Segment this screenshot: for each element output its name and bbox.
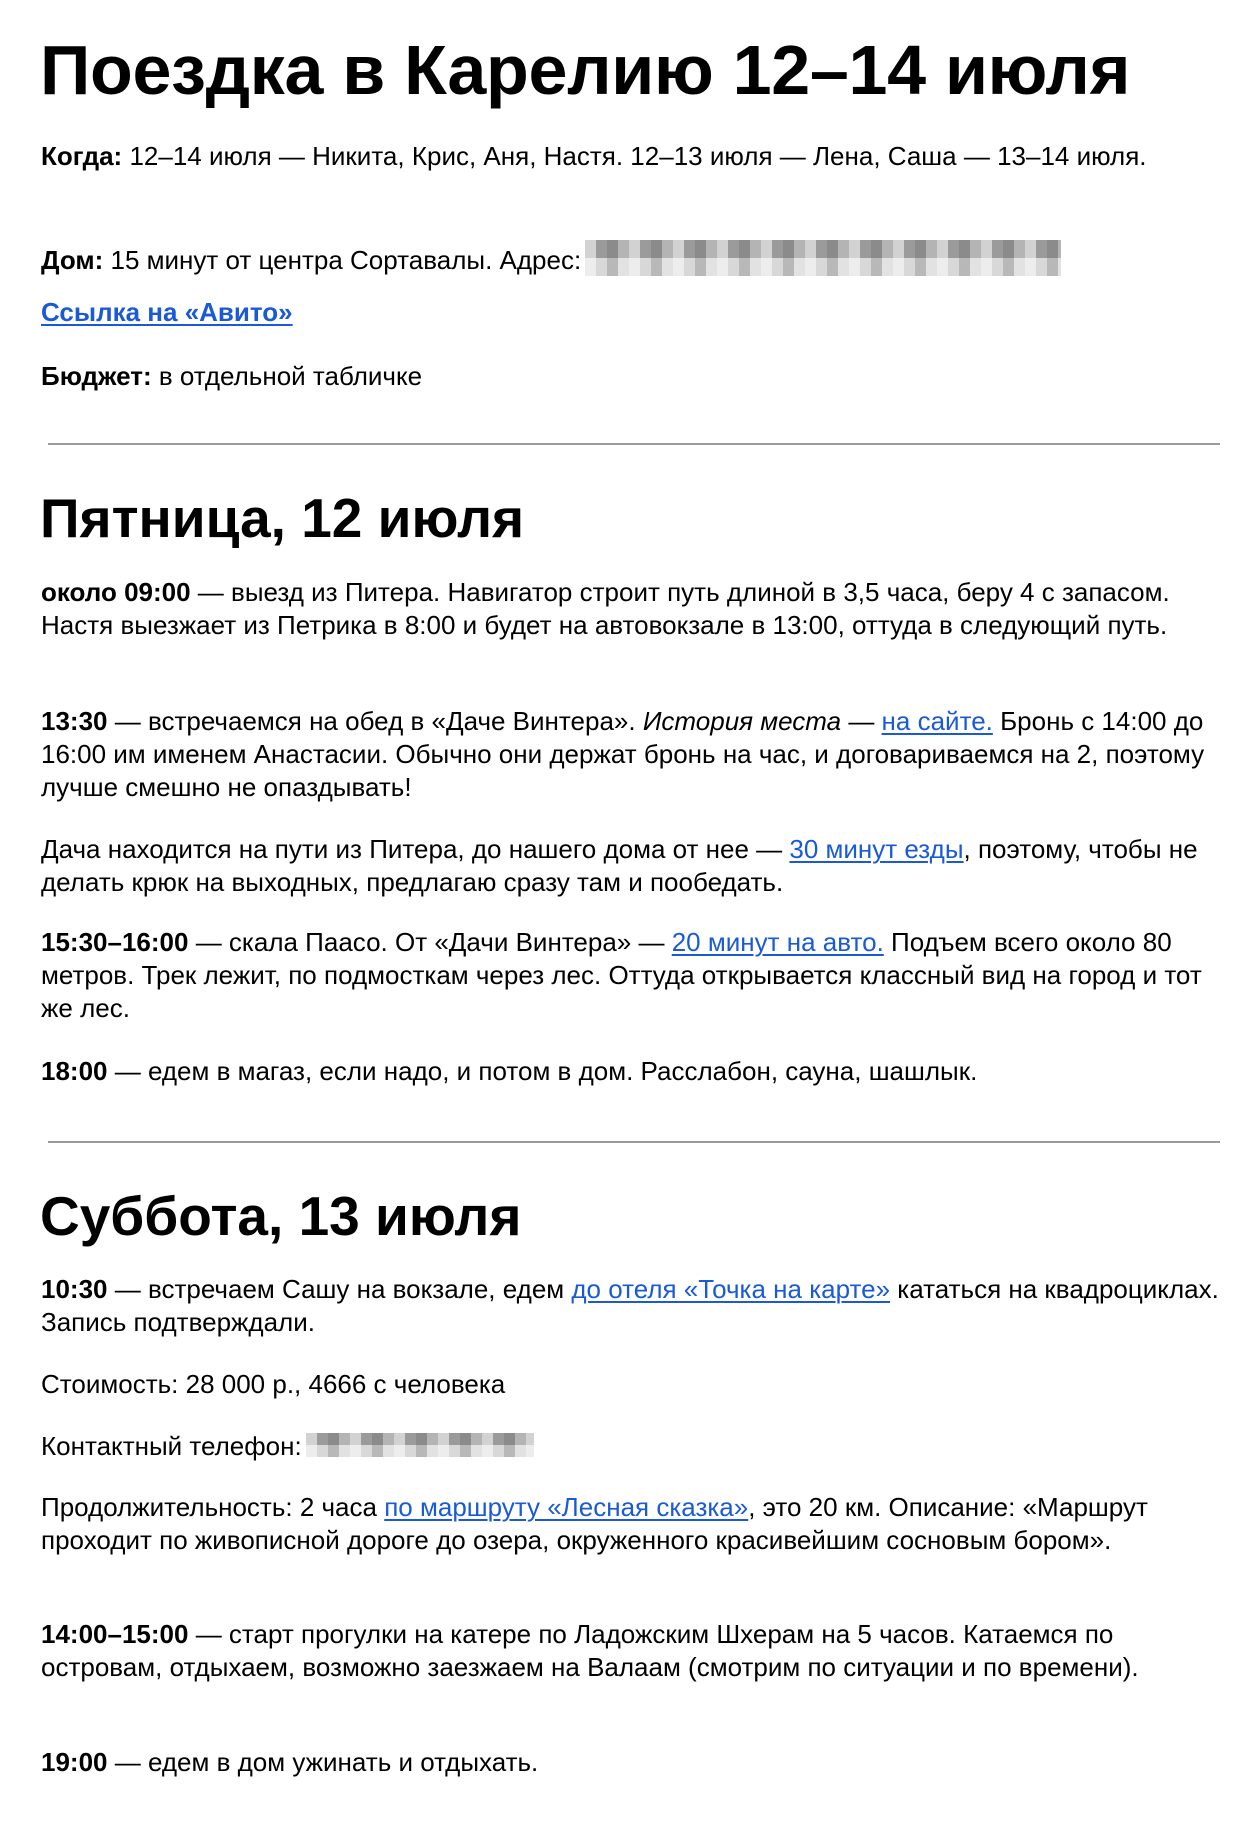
drive-30-min-link[interactable]: 30 минут езды [789,834,964,864]
when-text: 12–14 июля — Никита, Крис, Аня, Настя. 12–13 июля — Лена, Саша — 13–14 июля. [122,141,1147,171]
item-text: — едем в дом ужинать и отдыхать. [107,1747,539,1777]
item-text: Подъем всего около 80 метров. Трек лежит, по подмосткам через лес. Оттуда открывается классный вид на город и тот же лес. [41,927,1202,1023]
item-text: Продолжительность: 2 часа [41,1492,385,1522]
item-time: 18:00 [41,1056,108,1086]
item-text: Стоимость: 28 000 р., 4666 с человека [41,1369,506,1399]
item-text: , поэтому, чтобы не делать крюк на выходных, предлагаю сразу там и пообедать. [41,834,1198,897]
saturday-item-quads [41,1273,1226,1339]
item-time: 19:00 [41,1747,108,1777]
item-time: 14:00–15:00 [41,1619,189,1649]
budget-text: в отдельной табличке [151,361,423,391]
item-text: — едем в магаз, если надо, и потом в дом. Расслабон, сауна, шашлык. [107,1056,978,1086]
saturday-heading: Суббота, 13 июля [40,1185,522,1247]
friday-item-paaso [41,926,1226,1025]
friday-item-evening [41,1055,1226,1088]
item-italic-text: История места [642,706,842,736]
budget-label: Бюджет: [41,361,152,391]
item-text: — [841,706,882,736]
friday-heading: Пятница, 12 июля [40,487,525,549]
saturday-item-boat [41,1618,1226,1684]
house-paragraph [41,240,1226,277]
when-label: Когда: [41,141,123,171]
when-paragraph [41,140,1226,173]
friday-item-lunch [41,705,1226,804]
saturday-item-evening [41,1746,1226,1779]
item-text: — выезд из Питера. Навигатор строит путь длиной в 3,5 часа, беру 4 с запасом. Настя выезжает из Петрика в 8:00 и будет на автовокзале в 13:00, оттуда в следующий путь. [41,577,1170,640]
saturday-item-phone [41,1430,1226,1463]
drive-20-min-link[interactable]: 20 минут на авто. [671,927,884,957]
item-time: 10:30 [41,1274,108,1304]
saturday-item-duration [41,1491,1226,1557]
item-text: Бронь с 14:00 до 16:00 им именем Анастасии. Обычно они держат бронь на час, и договариваемся на 2, поэтому лучше смешно не опаздывать! [41,706,1205,802]
website-link[interactable]: на сайте. [881,706,993,736]
item-text: — встречаемся на обед в «Даче Винтера». [107,706,643,736]
section-divider [48,1141,1220,1143]
item-text: , это 20 км. Описание: «Маршрут проходит по живописной дороге до озера, окруженного красивейшим сосновым бором». [41,1492,1148,1555]
item-text: — встречаем Сашу на вокзале, едем [107,1274,572,1304]
item-text: Дача находится на пути из Питера, до нашего дома от нее — [41,834,790,864]
item-time: 15:30–16:00 [41,927,189,957]
item-text: Контактный телефон: [41,1431,302,1461]
friday-item-departure [41,576,1226,642]
item-text: — старт прогулки на катере по Ладожским Шхерам на 5 часов. Катаемся по островам, отдыхаем, возможно заезжаем на Валаам (смотрим по ситуации и по времени). [41,1619,1139,1682]
route-link[interactable]: по маршруту «Лесная сказка» [384,1492,749,1522]
item-text: кататься на квадроциклах. Запись подтверждали. [41,1274,1219,1337]
phone-redacted-blur [306,1433,534,1457]
item-text: — скала Паасо. От «Дачи Винтера» — [188,927,672,957]
address-redacted-blur [585,240,1061,276]
avito-link[interactable]: Ссылка на «Авито» [41,297,293,327]
section-divider [48,443,1220,445]
page-title: Поездка в Карелию 12–14 июля [40,31,1131,109]
hotel-link[interactable]: до отеля «Точка на карте» [571,1274,891,1304]
house-label: Дом: [41,245,104,275]
saturday-item-cost [41,1368,1226,1401]
budget-paragraph [41,360,1226,393]
avito-link-paragraph [41,296,1226,329]
house-text: 15 минут от центра Сортавалы. Адрес: [103,245,582,275]
friday-item-dacha-note [41,833,1226,899]
item-time: 13:30 [41,706,108,736]
item-time: около 09:00 [41,577,191,607]
